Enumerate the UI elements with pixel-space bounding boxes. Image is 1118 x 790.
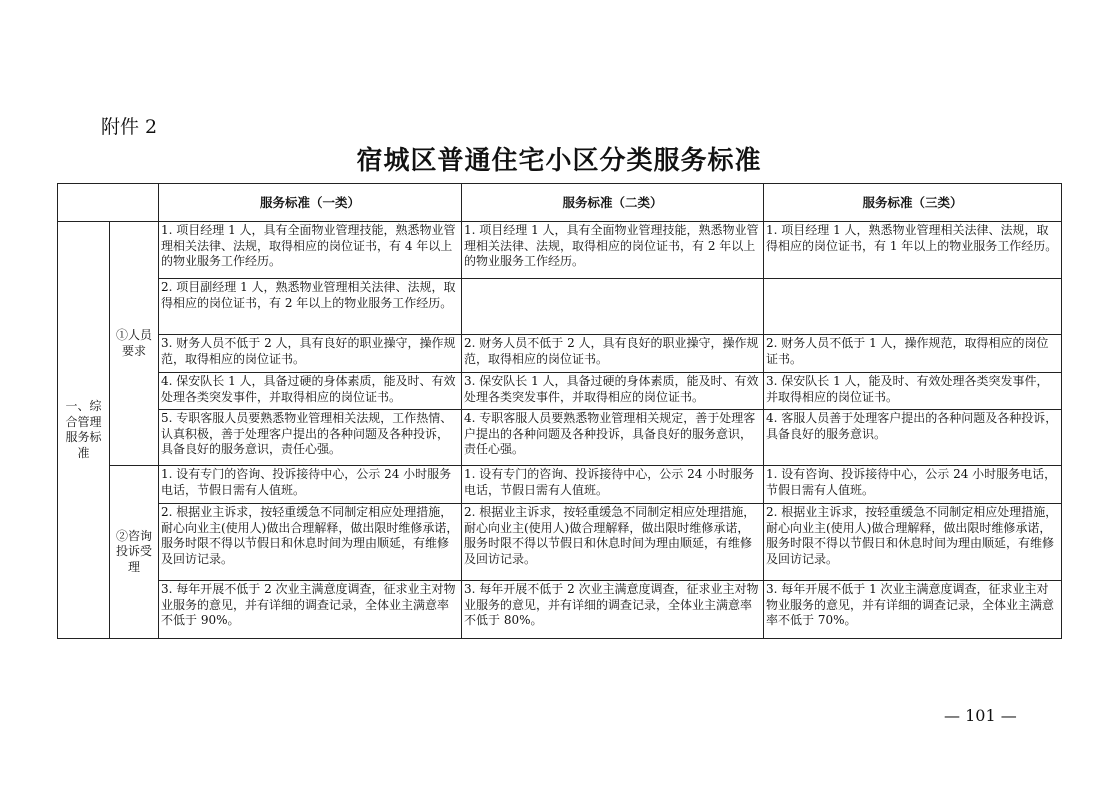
table-row [58,222,1062,279]
page-number: — 101 — [944,706,1017,725]
cell: 2. 项目副经理 1 人，熟悉物业管理相关法律、法规，取得相应的岗位证书，有 2 年以上的物业服务工作经历。 [159,279,462,335]
cell: 1. 设有咨询、投诉接待中心，公示 24 小时服务电话，节假日需有人值班。 [764,466,1062,504]
table-row [58,335,1062,373]
header-row [58,184,1062,222]
cell: 1. 项目经理 1 人，具有全面物业管理技能，熟悉物业管理相关法律、法规，取得相应的岗位证书，有 4 年以上的物业服务工作经历。 [159,222,462,279]
cell: 2. 根据业主诉求，按轻重缓急不同制定相应处理措施，耐心向业主(使用人)做出合理解释，做出限时维修承诺，服务时限不得以节假日和休息时间为理由顺延，有维修及回访记录。 [159,504,462,581]
cell: 1. 设有专门的咨询、投诉接待中心，公示 24 小时服务电话，节假日需有人值班。 [462,466,764,504]
group-inquiry: ②咨询投诉受理 [110,466,159,639]
table-row [58,466,1062,504]
header-class-2: 服务标准（二类） [462,184,764,222]
cell: 1. 项目经理 1 人，熟悉物业管理相关法律、法规，取得相应的岗位证书，有 1 年以上的物业服务工作经历。 [764,222,1062,279]
attachment-label: 附件 2 [101,116,158,138]
cell: 4. 客服人员善于处理客户提出的各种问题及各种投诉，具备良好的服务意识。 [764,410,1062,466]
cell: 2. 根据业主诉求，按轻重缓急不同制定相应处理措施，耐心向业主(使用人)做合理解释，做出限时维修承诺，服务时限不得以节假日和休息时间为理由顺延，有维修及回访记录。 [462,504,764,581]
cell [462,279,764,335]
cell: 3. 每年开展不低于 1 次业主满意度调查，征求业主对物业服务的意见，并有详细的调查记录，全体业主满意率不低于 70%。 [764,581,1062,639]
group-personnel: ①人员要求 [110,222,159,466]
cell: 3. 每年开展不低于 2 次业主满意度调查，征求业主对物业服务的意见，并有详细的调查记录，全体业主满意率不低于 90%。 [159,581,462,639]
header-class-3: 服务标准（三类） [764,184,1062,222]
cell: 4. 保安队长 1 人，具备过硬的身体素质，能及时、有效处理各类突发事件，并取得相应的岗位证书。 [159,373,462,410]
header-class-1: 服务标准（一类） [159,184,462,222]
cell: 5. 专职客服人员要熟悉物业管理相关法规，工作热情、认真积极，善于处理客户提出的各种问题及各种投诉，具备良好的服务意识，责任心强。 [159,410,462,466]
service-standards-table [57,183,1062,639]
cell: 2. 根据业主诉求，按轻重缓急不同制定相应处理措施，耐心向业主(使用人)做合理解释，做出限时维修承诺，服务时限不得以节假日和休息时间为理由顺延，有维修及回访记录。 [764,504,1062,581]
table-row [58,504,1062,581]
table-row [58,373,1062,410]
header-blank [58,184,159,222]
cell [764,279,1062,335]
page-title: 宿城区普通住宅小区分类服务标准 [356,146,762,176]
cell: 2. 财务人员不低于 1 人，操作规范，取得相应的岗位证书。 [764,335,1062,373]
category-cell: 一、综合管理服务标准 [58,222,110,639]
table-row [58,279,1062,335]
cell: 3. 保安队长 1 人，具备过硬的身体素质，能及时、有效处理各类突发事件，并取得相应的岗位证书。 [462,373,764,410]
cell: 4. 专职客服人员要熟悉物业管理相关规定，善于处理客户提出的各种问题及各种投诉，具备良好的服务意识，责任心强。 [462,410,764,466]
table-row [58,410,1062,466]
table-row [58,581,1062,639]
cell: 3. 保安队长 1 人，能及时、有效处理各类突发事件，并取得相应的岗位证书。 [764,373,1062,410]
cell: 1. 项目经理 1 人，具有全面物业管理技能，熟悉物业管理相关法律、法规，取得相应的岗位证书，有 2 年以上的物业服务工作经历。 [462,222,764,279]
cell: 3. 每年开展不低于 2 次业主满意度调查，征求业主对物业服务的意见，并有详细的调查记录，全体业主满意率不低于 80%。 [462,581,764,639]
cell: 2. 财务人员不低于 2 人，具有良好的职业操守，操作规范，取得相应的岗位证书。 [462,335,764,373]
cell: 1. 设有专门的咨询、投诉接待中心，公示 24 小时服务电话，节假日需有人值班。 [159,466,462,504]
cell: 3. 财务人员不低于 2 人，具有良好的职业操守，操作规范，取得相应的岗位证书。 [159,335,462,373]
